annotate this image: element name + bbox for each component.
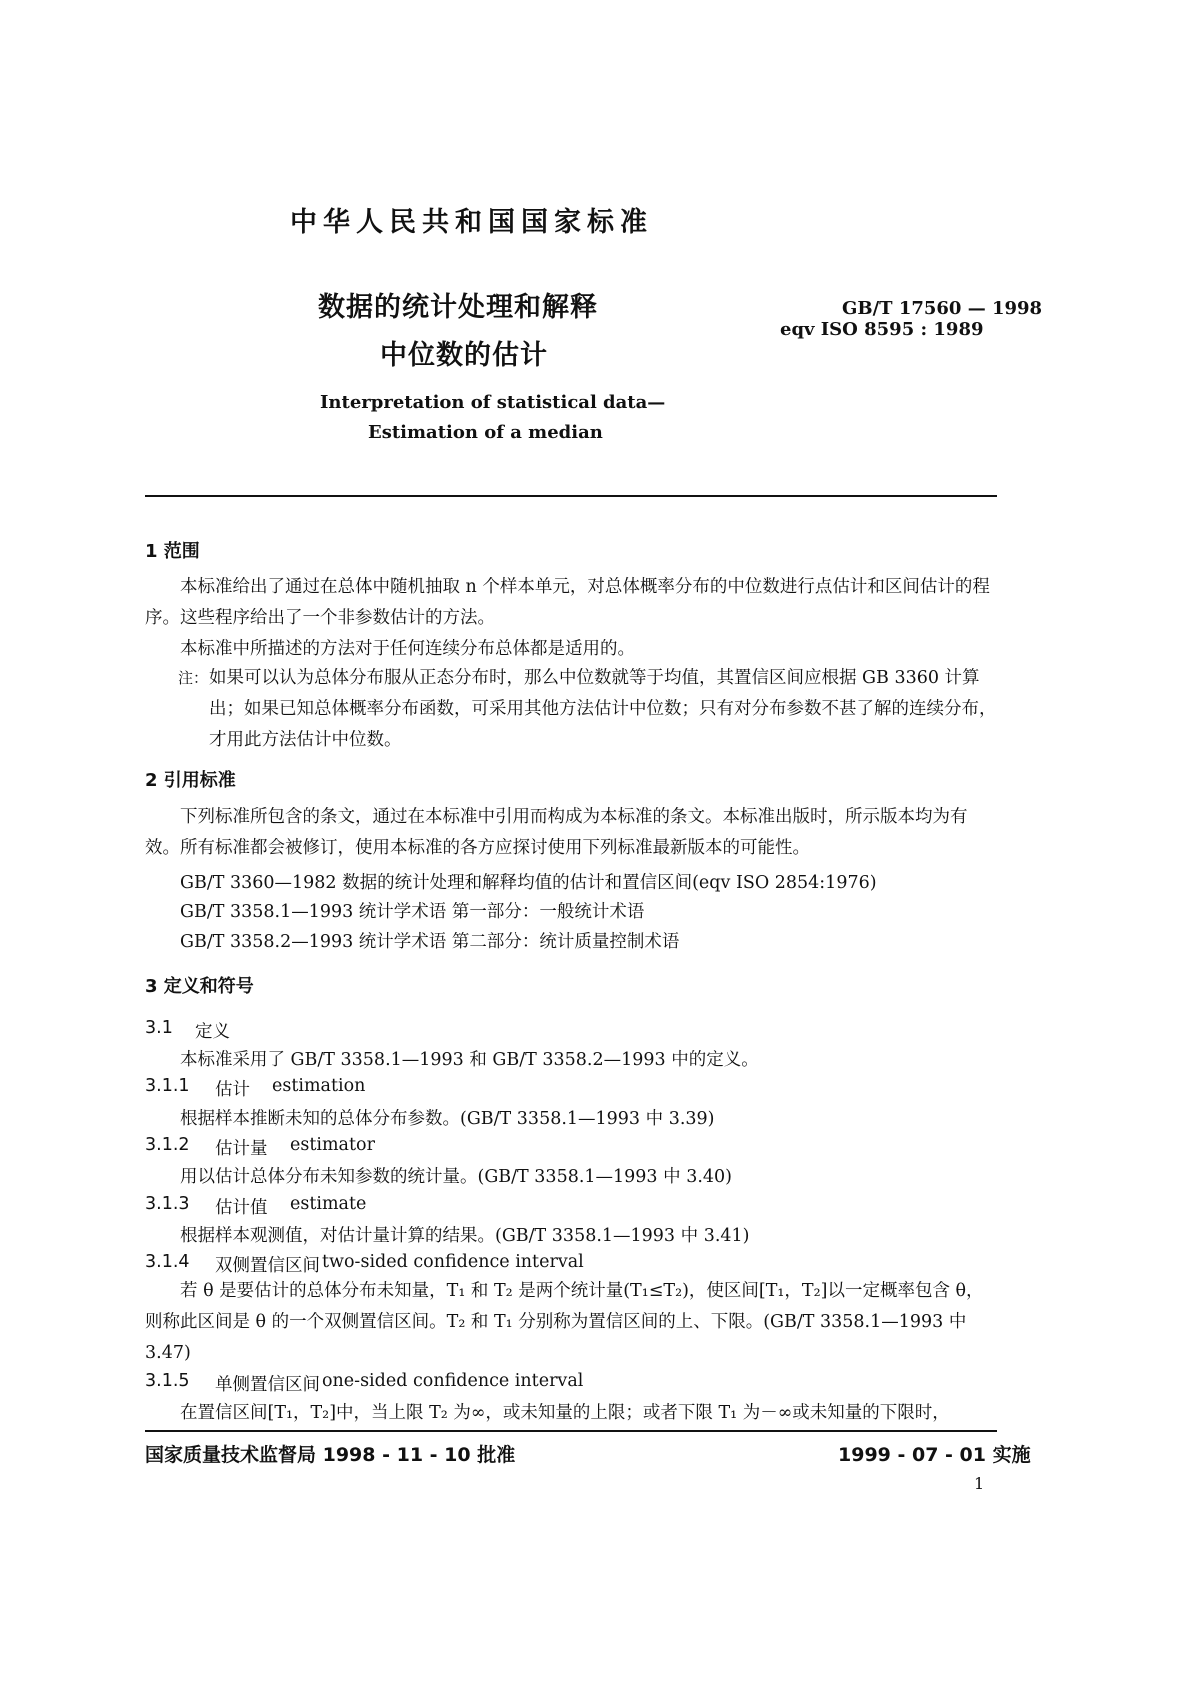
doc-title-line2: 中位数的估计: [380, 340, 548, 371]
standard-code: GB/T 17560 — 1998: [842, 298, 1043, 319]
term-en: two-sided confidence interval: [322, 1252, 584, 1272]
equivalence-code: eqv ISO 8595 : 1989: [780, 319, 984, 340]
clause-title: 定义: [195, 1022, 230, 1042]
term-en: estimator: [290, 1135, 375, 1155]
term-cn: 估计: [215, 1080, 250, 1100]
clause-number: 3.1.1: [145, 1076, 190, 1096]
section-1-note: 如果可以认为总体分布服从正态分布时，那么中位数就等于均值，其置信区间应根据 GB 3360 计算出；如果已知总体概率分布函数，可采用其他方法估计中位数；只有对分布参数不甚了解的连续分布，才用此方法估计中位数。: [209, 668, 997, 750]
section-2-heading: 2 引用标准: [145, 770, 236, 791]
clause-number: 3.1: [145, 1018, 173, 1038]
page-number: 1: [974, 1474, 985, 1493]
definition-text: 用以估计总体分布未知参数的统计量。(GB/T 3358.1—1993 中 3.40): [180, 1167, 732, 1187]
term-cn: 单侧置信区间: [215, 1375, 320, 1395]
definition-text: 若 θ 是要估计的总体分布未知量，T₁ 和 T₂ 是两个统计量(T₁≤T₂)，使区间[T₁，T₂]以一定概率包含 θ，则称此区间是 θ 的一个双侧置信区间。T₂ 和 T₁ 分别称为置信区间的上、下限。(GB/T 3358.1—1993 中 3.47): [145, 1281, 984, 1363]
footer-divider: [145, 1430, 997, 1432]
standard-title: 中华人民共和国国家标准: [290, 207, 653, 238]
clause-number: 3.1.4: [145, 1252, 190, 1272]
term-en: one-sided confidence interval: [322, 1371, 584, 1391]
reference-item: GB/T 3360—1982 数据的统计处理和解释均值的估计和置信区间(eqv ISO 2854:1976): [180, 873, 877, 893]
clause-number: 3.1.3: [145, 1194, 190, 1214]
clause-number: 3.1.2: [145, 1135, 190, 1155]
approval-date: 国家质量技术监督局 1998 - 11 - 10 批准: [145, 1444, 516, 1466]
definition-text: 在置信区间[T₁，T₂]中，当上限 T₂ 为∞，或未知量的上限；或者下限 T₁ 为－∞或未知量的下限时，: [180, 1403, 950, 1423]
term-cn: 双侧置信区间: [215, 1256, 320, 1276]
section-1-para2: 本标准中所描述的方法对于任何连续分布总体都是适用的。: [180, 639, 635, 659]
term-cn: 估计量: [215, 1139, 268, 1159]
clause-text: 本标准采用了 GB/T 3358.1—1993 和 GB/T 3358.2—1993 中的定义。: [180, 1050, 759, 1070]
section-2-para1: 下列标准所包含的条文，通过在本标准中引用而构成为本标准的条文。本标准出版时，所示版本均为有效。所有标准都会被修订，使用本标准的各方应探讨使用下列标准最新版本的可能性。: [145, 807, 968, 858]
term-en: estimate: [290, 1194, 367, 1214]
section-3-heading: 3 定义和符号: [145, 976, 254, 997]
term-cn: 估计值: [215, 1198, 268, 1218]
en-title-line2: Estimation of a median: [368, 422, 603, 443]
header-divider: [145, 495, 997, 497]
term-en: estimation: [272, 1076, 366, 1096]
section-1-para1: 本标准给出了通过在总体中随机抽取 n 个样本单元，对总体概率分布的中位数进行点估计和区间估计的程序。这些程序给出了一个非参数估计的方法。: [145, 577, 990, 628]
note-label: 注：: [178, 669, 209, 687]
section-1-heading: 1 范围: [145, 541, 200, 562]
effective-date: 1999 - 07 - 01 实施: [838, 1444, 1031, 1466]
en-title-line1: Interpretation of statistical data—: [320, 392, 666, 413]
clause-number: 3.1.5: [145, 1371, 190, 1391]
reference-item: GB/T 3358.1—1993 统计学术语 第一部分：一般统计术语: [180, 902, 645, 922]
definition-text: 根据样本推断未知的总体分布参数。(GB/T 3358.1—1993 中 3.39): [180, 1109, 715, 1129]
doc-title-line1: 数据的统计处理和解释: [318, 292, 598, 323]
reference-item: GB/T 3358.2—1993 统计学术语 第二部分：统计质量控制术语: [180, 932, 680, 952]
definition-text: 根据样本观测值，对估计量计算的结果。(GB/T 3358.1—1993 中 3.41): [180, 1226, 750, 1246]
